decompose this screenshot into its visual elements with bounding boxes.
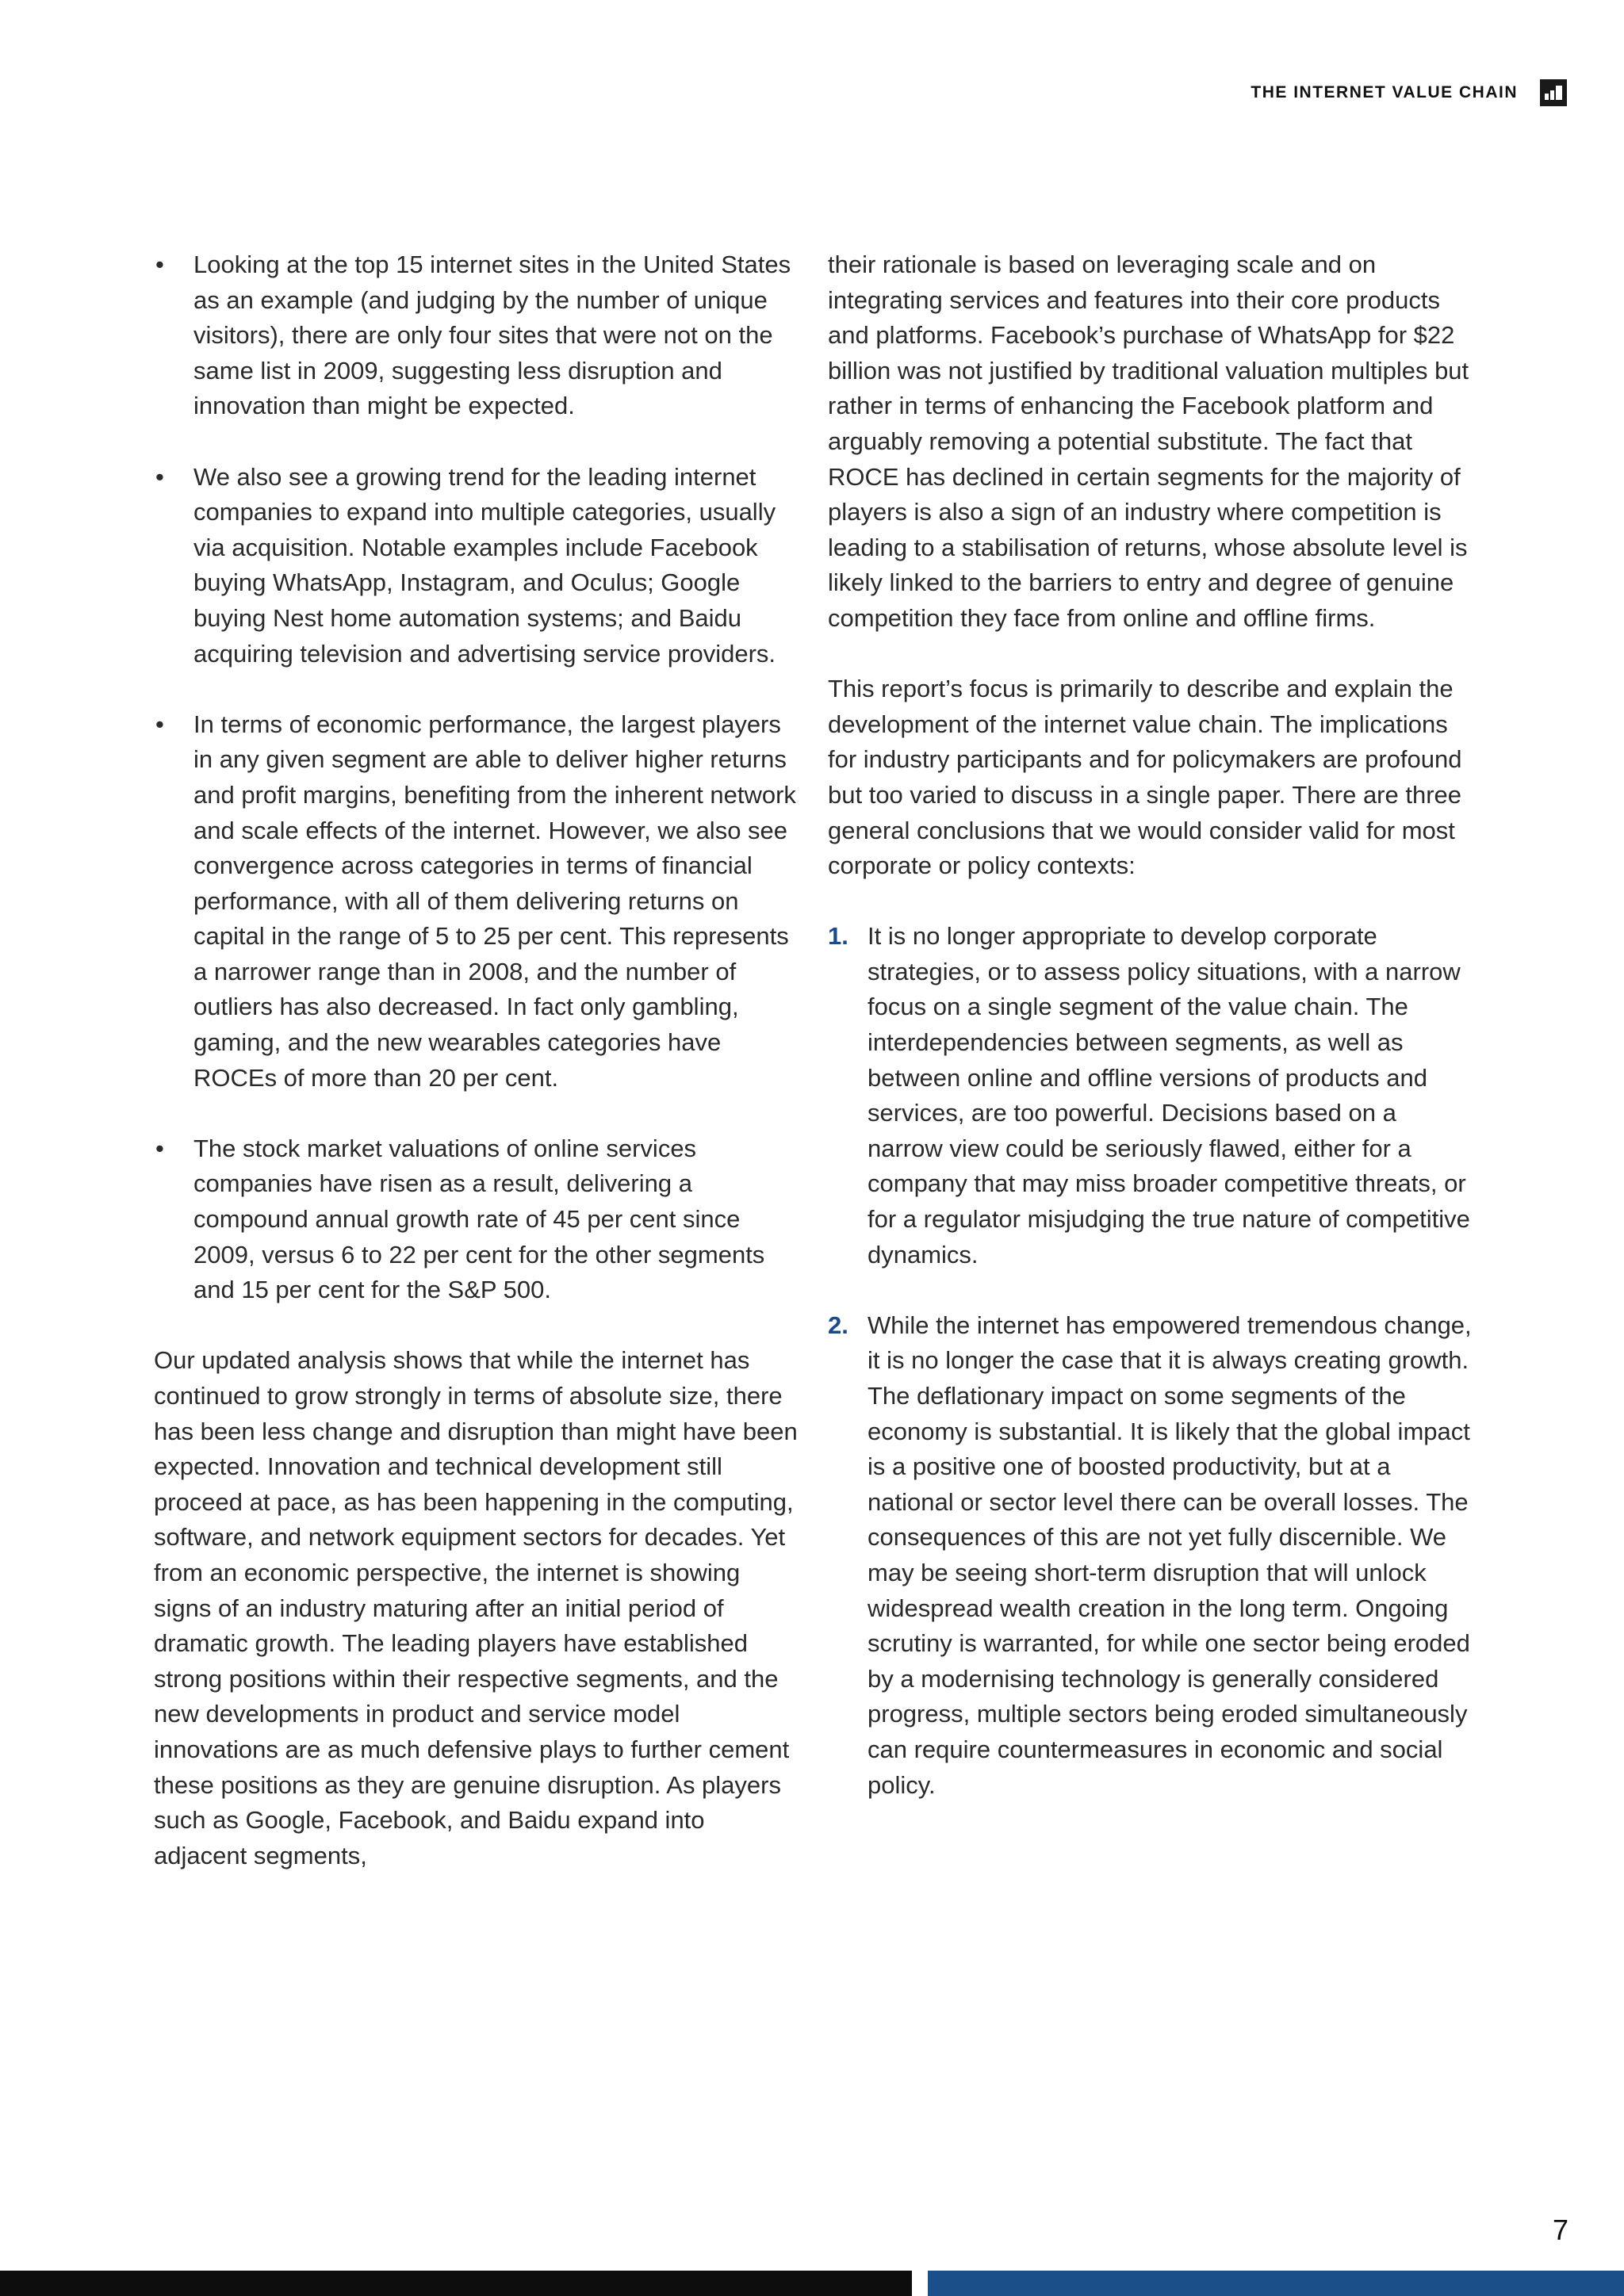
conclusion-item-1: [828, 919, 1472, 1272]
gsma-logo-icon: [1540, 79, 1567, 106]
header-title: THE INTERNET VALUE CHAIN: [1251, 83, 1518, 101]
footer-bar-blue: [928, 2271, 1624, 2296]
list-number: 2.: [828, 1311, 848, 1339]
bullet-text: We also see a growing trend for the leading internet companies to expand into multiple categories, usually via acquisition. Notable examples include Facebook buying WhatsApp, Instagram, and Oculus; Google buying Nest home automation systems; and Baidu acquiring television and advertising service providers.: [193, 462, 776, 668]
bullet-item-top-sites: [154, 247, 804, 424]
footer-bar-black: [0, 2271, 912, 2296]
conclusion-item-2: [828, 1308, 1472, 1803]
right-column: [828, 247, 1472, 1839]
bullet-text: In terms of economic performance, the largest players in any given segment are able to deliver higher returns and profit margins, benefiting from the inherent network and scale effects of the internet. However, we also see convergence across categories in terms of financial performance, with all of them delivering returns on capital in the range of 5 to 25 per cent. This represents a narrower range than in 2008, and the number of outliers has also decreased. In fact only gambling, gaming, and the new wearables categories have ROCEs of more than 20 per cent.: [193, 710, 796, 1092]
bullet-item-stock-valuations: [154, 1131, 804, 1308]
conclusion-text: It is no longer appropriate to develop corporate strategies, or to assess policy situations, with a narrow focus on a single segment of the value chain. The interdependencies between segments, as well as between online and offline versions of products and services, are too powerful. Decisions based on a narrow view could be seriously flawed, either for a company that may miss broader competitive threats, or for a regulator misjudging the true nature of competitive dynamics.: [868, 922, 1470, 1269]
bullet-item-economic-performance: [154, 707, 804, 1096]
report-focus-paragraph: This report’s focus is primarily to describe and explain the development of the internet value chain. The implications for industry participants and for policymakers are profound but too varied to discuss in a single paper. There are three general conclusions that we would consider valid for most corporate or policy contexts:: [828, 675, 1462, 880]
conclusion-text: While the internet has empowered tremendous change, it is no longer the case that it is always creating growth. The deflationary impact on some segments of the economy is substantial. It is likely that the global impact is a positive one of boosted productivity, but at a national or sector level there can be overall losses. The consequences of this are not yet fully discernible. We may be seeing short-term disruption that will unlock widespread wealth creation in the long term. Ongoing scrutiny is warranted, for while one sector being eroded by a modernising technology is generally considered progress, multiple sectors being eroded simultaneously can require countermeasures in economic and social policy.: [868, 1311, 1472, 1799]
page-header: [1251, 79, 1567, 106]
bullet-icon: •: [155, 251, 164, 278]
bullet-icon: •: [155, 462, 164, 491]
list-number: 1.: [828, 922, 848, 951]
left-column: [154, 247, 804, 1909]
bullet-icon: •: [155, 1134, 164, 1162]
bullet-item-expansion: [154, 460, 804, 672]
analysis-paragraph: Our updated analysis shows that while the internet has continued to grow strongly in terms of absolute size, there has been less change and disruption than might have been expected. Innovation and technical development still proceed at pace, as has been happening in the computing, software, and network equipment sectors for decades. Yet from an economic perspective, the internet is showing signs of an industry maturing after an initial period of dramatic growth. The leading players have established strong positions within their respective segments, and the new developments in product and service model innovations are as much defensive plays to further cement these positions as they are genuine disruption. As players such as Google, Facebook, and Baidu expand into adjacent segments,: [154, 1346, 798, 1869]
rationale-paragraph: their rationale is based on leveraging scale and on integrating services and features into their core products and platforms. Facebook’s purchase of WhatsApp for $22 billion was not justified by traditional valuation multiples but rather in terms of enhancing the Facebook platform and arguably removing a potential substitute. The fact that ROCE has declined in certain segments for the majority of players is also a sign of an industry where competition is leading to a stabilisation of returns, whose absolute level is likely linked to the barriers to entry and degree of genuine competition they face from online and offline firms.: [828, 251, 1469, 632]
bullet-icon: •: [155, 710, 164, 738]
bullet-text: The stock market valuations of online services companies have risen as a result, delivering a compound annual growth rate of 45 per cent since 2009, versus 6 to 22 per cent for the other segments and 15 per cent for the S&P 500.: [193, 1134, 765, 1304]
page-number: 7: [1552, 2214, 1568, 2246]
bullet-text: Looking at the top 15 internet sites in the United States as an example (and judging by the number of unique visitors), there are only four sites that were not on the same list in 2009, suggesting less disruption and innovation than might be expected.: [193, 251, 791, 420]
